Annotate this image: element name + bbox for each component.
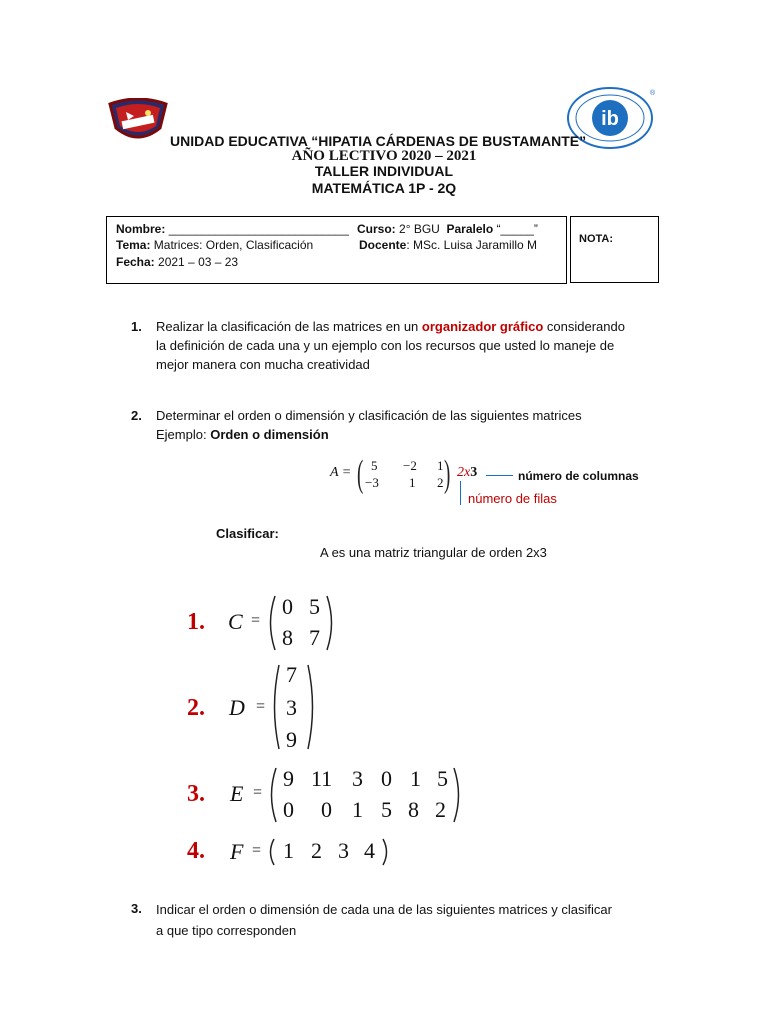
matrix-3-name: E [230, 781, 244, 806]
matrix-cell: 4 [364, 838, 375, 863]
nombre-label: Nombre: [116, 222, 166, 236]
school-name: UNIDAD EDUCATIVA “HIPATIA CÁRDENAS DE BUSTAMANTE” [170, 133, 587, 149]
fecha-label: Fecha: [116, 255, 155, 269]
matrix-2-eq: = [256, 698, 266, 715]
q1-line3: mejor manera con mucha creatividad [156, 357, 370, 372]
clasificar-label: Clasificar: [216, 526, 279, 541]
example-cell: −3 [365, 475, 379, 490]
nombre-field[interactable]: ___________________________ [168, 222, 349, 236]
rows-label: número de filas [468, 491, 557, 506]
matrix-cell: 5 [309, 594, 320, 619]
matrix-cell: 0 [282, 594, 293, 619]
matrix-1-eq: = [251, 612, 261, 629]
matrix-cell: 0 [283, 797, 294, 822]
matrix-4-number: 4. [187, 838, 205, 864]
example-cell: −2 [403, 458, 417, 473]
matrix-cell: 5 [437, 766, 448, 791]
matrix-cell: 8 [282, 625, 293, 650]
q1-text-a: Realizar la clasificación de las matrices en un [156, 319, 419, 334]
matrix-4-eq: = [252, 842, 262, 859]
matrix-cell: 7 [286, 662, 297, 687]
q1-text-b: considerando [546, 319, 625, 334]
clasificar-text: A es una matriz triangular de orden 2x3 [320, 545, 547, 560]
matrix-cell: 3 [286, 695, 297, 720]
matrix-cell: 1 [352, 797, 363, 822]
matrix-cell: 7 [309, 625, 320, 650]
q3-line1: Indicar el orden o dimensión de cada una de las siguientes matrices y clasificar [156, 902, 612, 917]
paralelo-label: Paralelo [446, 222, 494, 236]
paralelo-field[interactable]: “_____” [496, 222, 538, 236]
tema-label: Tema: [116, 238, 151, 252]
matrix-3-eq: = [253, 784, 263, 801]
q2-ejemplo: Ejemplo: [156, 427, 207, 442]
matrix-4-name: F [230, 839, 244, 864]
matrix-cell: 3 [352, 766, 363, 791]
example-cell: 5 [371, 458, 378, 473]
columns-label: número de columnas [518, 469, 639, 483]
fecha-value: 2021 – 03 – 23 [158, 255, 239, 269]
worksheet-title: TALLER INDIVIDUAL [314, 163, 454, 179]
example-left-paren: ( [357, 453, 364, 495]
matrix-cell: 3 [338, 838, 349, 863]
matrix-cell: 0 [321, 797, 332, 822]
matrix-1-brackets [265, 593, 337, 653]
example-right-paren: ) [444, 453, 451, 495]
q1-line2: la definición de cada una y un ejemplo con los recursos que usted lo maneje de [156, 338, 615, 353]
question-3-text [156, 899, 676, 941]
q3-line2: a que tipo corresponden [156, 923, 297, 938]
subject-title: MATEMÁTICA 1P - 2Q [311, 180, 457, 196]
example-matrix-var: A = [330, 465, 352, 480]
matrix-cell: 1 [410, 766, 421, 791]
question-1-number: 1. [131, 319, 142, 334]
example-cell: 1 [437, 458, 444, 473]
columns-pointer-line [486, 475, 513, 476]
grade-box[interactable] [570, 216, 659, 283]
matrix-1-name: C [228, 609, 243, 634]
docente-label: Docente [359, 238, 407, 252]
matrix-cell: 11 [311, 766, 333, 791]
curso-label: Curso: [357, 222, 396, 236]
matrix-cell: 1 [283, 838, 294, 863]
matrix-cell: 8 [408, 797, 419, 822]
matrix-1-number: 1. [187, 609, 205, 635]
matrix-cell: 2 [311, 838, 322, 863]
matrix-cell: 9 [283, 766, 294, 791]
example-cell: 2 [437, 475, 444, 490]
matrix-cell: 2 [435, 797, 446, 822]
nota-label: NOTA: [579, 233, 614, 245]
matrix-cell: 9 [286, 727, 297, 752]
curso-value: 2° BGU [399, 222, 440, 236]
matrix-cell: 0 [381, 766, 392, 791]
matrix-cell: 5 [381, 797, 392, 822]
matrix-2-name: D [229, 695, 245, 720]
svg-text:ib: ib [601, 108, 619, 130]
matrix-3-number: 3. [187, 781, 205, 807]
docente-value: : MSc. Luisa Jaramillo M [406, 238, 538, 252]
q2-line1: Determinar el orden o dimensión y clasificación de las siguientes matrices [156, 408, 582, 423]
example-dimension: 2x3 [457, 465, 478, 480]
question-2-text [156, 406, 676, 444]
svg-text:®: ® [650, 90, 656, 97]
question-1-text [156, 317, 656, 374]
example-cell: 1 [409, 475, 416, 490]
q1-highlight: organizador gráfico [421, 319, 544, 334]
student-info-box [106, 216, 567, 284]
question-2-number: 2. [131, 408, 142, 423]
school-year: AÑO LECTIVO 2020 – 2021 [291, 148, 477, 164]
q2-ejemplo-bold: Orden o dimensión [210, 427, 329, 442]
school-crest-logo [108, 98, 168, 144]
question-3-number: 3. [131, 901, 142, 916]
rows-pointer-line [460, 481, 461, 505]
tema-value: Matrices: Orden, Clasificación [153, 238, 314, 252]
matrix-2-number: 2. [187, 695, 205, 721]
